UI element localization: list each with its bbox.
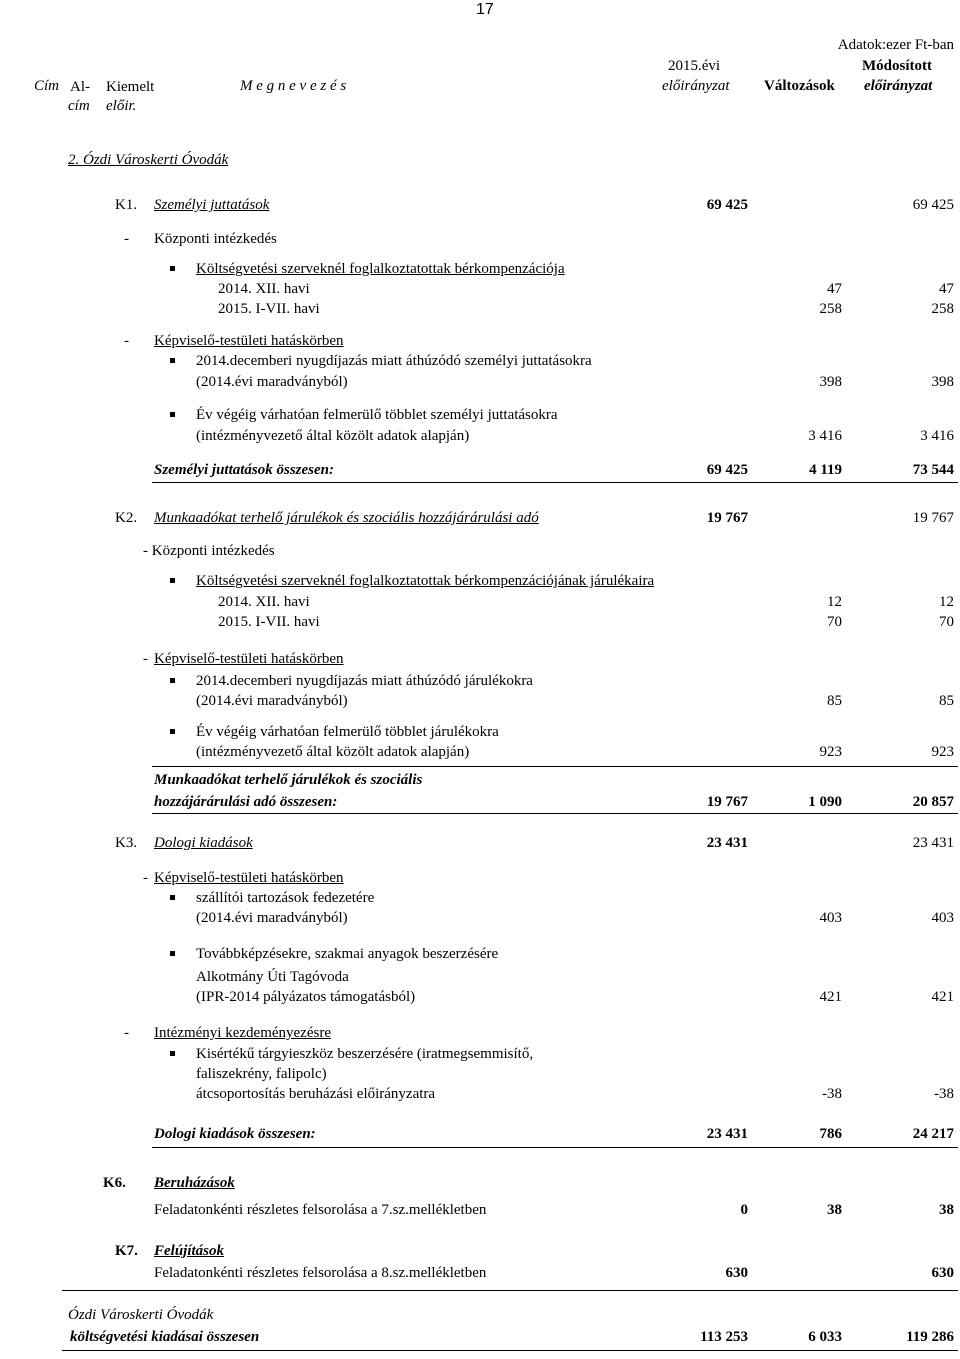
k7-code: K7.	[115, 1243, 138, 1259]
k1-kozponti: Központi intézkedés	[154, 231, 277, 247]
bullet-icon	[170, 578, 175, 583]
k2-row1-mod: 12	[939, 594, 954, 610]
k2-row2-label: 2015. I-VII. havi	[218, 614, 320, 630]
k3-bullet1-line1: szállítói tartozások fedezetére	[196, 890, 375, 906]
k3-total-mod: 24 217	[912, 1126, 954, 1142]
k1-kepviselo: Képviselő-testületi hatáskörben	[154, 333, 344, 349]
k2-bullet3-line1: Év végéig várhatóan felmerülő többlet járulékokra	[196, 724, 499, 740]
bullet-icon	[170, 895, 175, 900]
k3-title: Dologi kiadások	[154, 835, 253, 851]
institution-title: 2. Ózdi Városkerti Óvodák	[68, 152, 229, 168]
header-col1-year: 2015.évi	[668, 58, 721, 74]
k1-row3-mod: 398	[931, 374, 954, 390]
k2-bullet2-line2: (2014.évi maradványból)	[196, 693, 348, 709]
k1-bullet1: Költségvetési szerveknél foglalkoztatottak bérkompenzációja	[196, 261, 565, 277]
k3-row1-chg: 403	[819, 910, 842, 926]
k1-orig: 69 425	[706, 197, 748, 213]
k2-bullet1: Költségvetési szerveknél foglalkoztatottak bérkompenzációjának járulékaira	[196, 573, 655, 589]
bullet-icon	[170, 358, 175, 363]
k3-total-label: Dologi kiadások összesen:	[154, 1126, 316, 1142]
bullet-icon	[170, 1051, 175, 1056]
k2-row2-mod: 70	[939, 614, 954, 630]
k6-orig: 0	[740, 1202, 748, 1218]
k1-row1-chg: 47	[827, 281, 842, 297]
k2-bullet2-line1: 2014.decemberi nyugdíjazás miatt áthúzódó járulékokra	[196, 673, 533, 689]
grand-total-rule	[62, 1350, 958, 1351]
k6-desc: Feladatonkénti részletes felsorolása a 7.sz.mellékletben	[154, 1202, 487, 1218]
k3-bullet3-line2: faliszekrény, falipolc)	[196, 1066, 327, 1082]
k3-bullet3-line3: átcsoportosítás beruházási előirányzatra	[196, 1086, 436, 1102]
k2-title: Munkaadókat terhelő járulékok és szociális hozzájárárulási adó	[154, 510, 539, 526]
unit-note: Adatok:ezer Ft-ban	[837, 37, 954, 53]
k1-mod: 69 425	[912, 197, 954, 213]
k7-mod: 630	[931, 1265, 954, 1281]
k2-orig: 19 767	[706, 510, 748, 526]
k2-row1-chg: 12	[827, 594, 842, 610]
k2-row3-chg: 85	[827, 693, 842, 709]
k1-total-chg: 4 119	[809, 462, 842, 478]
k6-code: K6.	[103, 1175, 126, 1191]
k1-title: Személyi juttatások	[154, 197, 270, 213]
bullet-icon	[170, 412, 175, 417]
k2-total-rule	[152, 813, 958, 814]
header-kiemelt: Kiemelt	[106, 79, 155, 95]
k3-row1-mod: 403	[931, 910, 954, 926]
k3-mod: 23 431	[912, 835, 954, 851]
k6-mod: 38	[939, 1202, 954, 1218]
k2-total-top-rule	[152, 766, 958, 767]
k7-title: Felújítások	[154, 1243, 225, 1259]
k2-total-orig: 19 767	[706, 794, 748, 810]
header-col3-line2: előirányzat	[864, 78, 933, 94]
bullet-icon	[170, 951, 175, 956]
k2-kozponti: - Központi intézkedés	[143, 543, 275, 559]
k1-total-rule	[152, 482, 958, 483]
k2-code: K2.	[115, 510, 138, 526]
grand-total-orig: 113 253	[700, 1329, 748, 1345]
k3-total-rule	[152, 1147, 958, 1148]
k2-total-label-line2: hozzájárárulási adó összesen:	[154, 794, 338, 810]
grand-total-label-line1: Ózdi Városkerti Óvodák	[68, 1307, 214, 1323]
k3-row3-mod: -38	[934, 1086, 954, 1102]
bullet-icon	[170, 678, 175, 683]
k7-desc: Feladatonkénti részletes felsorolása a 8.sz.mellékletben	[154, 1265, 487, 1281]
k2-total-label-line1: Munkaadókat terhelő járulékok és szociális	[154, 772, 423, 788]
header-cim: Cím	[34, 78, 60, 94]
k2-total-mod: 20 857	[912, 794, 954, 810]
k6-title: Beruházások	[154, 1175, 235, 1191]
grand-total-top-rule	[62, 1290, 958, 1291]
k6-chg: 38	[827, 1202, 842, 1218]
k1-row1-mod: 47	[939, 281, 954, 297]
k1-row1-label: 2014. XII. havi	[218, 281, 310, 297]
k1-row4-chg: 3 416	[808, 428, 842, 444]
header-megnevezes: M e g n e v e z é s	[240, 78, 347, 94]
header-cim-2: cím	[68, 98, 90, 114]
k3-dash-kepviselo: -	[143, 870, 148, 886]
k2-bullet3-line2: (intézményvezető által közölt adatok alapján)	[196, 744, 470, 760]
k3-total-chg: 786	[819, 1126, 842, 1142]
k2-kepviselo: Képviselő-testületi hatáskörben	[154, 651, 344, 667]
k1-dash-kozponti: -	[124, 231, 129, 247]
header-col3-line1: Módosított	[862, 58, 932, 74]
k1-row2-label: 2015. I-VII. havi	[218, 301, 320, 317]
k2-row3-mod: 85	[939, 693, 954, 709]
k2-total-chg: 1 090	[808, 794, 842, 810]
grand-total-label-line2: költségvetési kiadásai összesen	[70, 1329, 260, 1345]
bullet-icon	[170, 266, 175, 271]
k2-dash-kepviselo: -	[143, 651, 148, 667]
k3-bullet2-line2: Alkotmány Úti Tagóvoda	[196, 969, 349, 985]
k3-kepviselo: Képviselő-testületi hatáskörben	[154, 870, 344, 886]
k1-bullet2-line1: 2014.decemberi nyugdíjazás miatt áthúzódó személyi juttatásokra	[196, 353, 592, 369]
header-col2: Változások	[764, 78, 835, 94]
k2-row1-label: 2014. XII. havi	[218, 594, 310, 610]
k1-row2-mod: 258	[931, 301, 954, 317]
k2-row4-mod: 923	[931, 744, 954, 760]
k7-orig: 630	[725, 1265, 748, 1281]
k1-bullet2-line2: (2014.évi maradványból)	[196, 374, 348, 390]
k3-bullet3-line1: Kisértékű tárgyieszköz beszerzésére (iratmegsemmisítő,	[196, 1046, 534, 1062]
k1-total-mod: 73 544	[912, 462, 954, 478]
k1-dash-kepviselo: -	[124, 333, 129, 349]
grand-total-chg: 6 033	[808, 1329, 842, 1345]
k3-total-orig: 23 431	[706, 1126, 748, 1142]
grand-total-mod: 119 286	[906, 1329, 954, 1345]
header-col1-label: előirányzat	[662, 78, 730, 94]
bullet-icon	[170, 729, 175, 734]
k2-row4-chg: 923	[819, 744, 842, 760]
k3-bullet1-line2: (2014.évi maradványból)	[196, 910, 348, 926]
k1-total-orig: 69 425	[706, 462, 748, 478]
k2-mod: 19 767	[912, 510, 954, 526]
k3-orig: 23 431	[706, 835, 748, 851]
k3-bullet2-line1: Továbbképzésekre, szakmai anyagok beszerzésére	[196, 946, 499, 962]
k3-row2-chg: 421	[819, 989, 842, 1005]
k3-row2-mod: 421	[931, 989, 954, 1005]
k1-total-label: Személyi juttatások összesen:	[154, 462, 335, 478]
k1-row3-chg: 398	[819, 374, 842, 390]
k3-row3-chg: -38	[822, 1086, 842, 1102]
header-al: Al-	[70, 79, 90, 95]
k3-dash-intezmenyi: -	[124, 1025, 129, 1041]
k1-code: K1.	[115, 197, 138, 213]
k1-bullet3-line1: Év végéig várhatóan felmerülő többlet személyi juttatásokra	[196, 407, 558, 423]
header-eloir: előir.	[106, 98, 137, 114]
k1-row4-mod: 3 416	[920, 428, 954, 444]
k1-row2-chg: 258	[819, 301, 842, 317]
k2-row2-chg: 70	[827, 614, 842, 630]
k1-bullet3-line2: (intézményvezető által közölt adatok alapján)	[196, 428, 470, 444]
k3-intezmenyi: Intézményi kezdeményezésre	[154, 1025, 331, 1041]
page-number: 17	[476, 1, 494, 18]
k3-bullet2-line3: (IPR-2014 pályázatos támogatásból)	[196, 989, 416, 1005]
k3-code: K3.	[115, 835, 138, 851]
